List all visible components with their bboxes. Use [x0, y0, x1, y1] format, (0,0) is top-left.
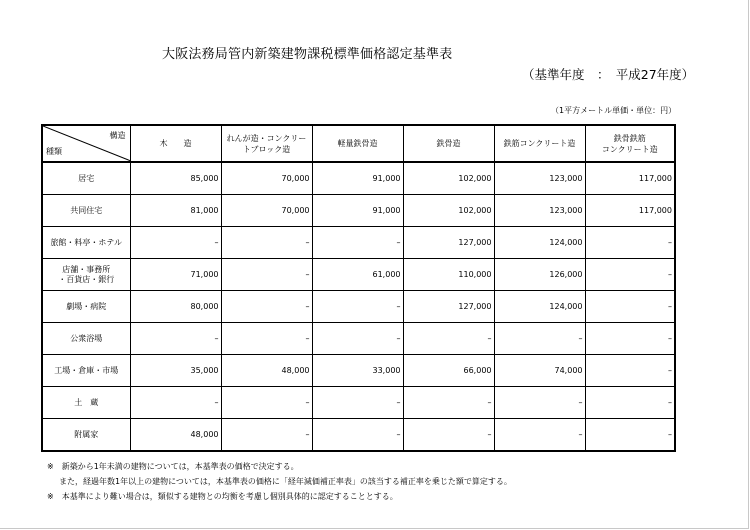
price-cell: –: [130, 387, 221, 419]
price-cell: –: [312, 387, 403, 419]
price-cell: –: [585, 259, 675, 291]
price-cell: 48,000: [221, 355, 312, 387]
price-cell: 102,000: [403, 195, 494, 227]
price-cell: 71,000: [130, 259, 221, 291]
row-label: 公衆浴場: [42, 323, 130, 355]
price-cell: –: [312, 227, 403, 259]
column-header: 軽量鉄骨造: [312, 125, 403, 162]
price-cell: –: [312, 419, 403, 452]
column-header: れんが造・コンクリー トブロック造: [221, 125, 312, 162]
price-cell: 85,000: [130, 162, 221, 195]
note-3: ※ 本基準により難い場合は，類似する建物との均衡を考慮し個別具体的に認定することとする。: [47, 492, 398, 501]
table-header-row: [42, 125, 675, 162]
table-row: [42, 259, 675, 291]
corner-structure-label: 構造: [109, 131, 126, 140]
price-cell: 35,000: [130, 355, 221, 387]
price-cell: –: [221, 419, 312, 452]
price-cell: –: [585, 291, 675, 323]
price-cell: –: [585, 355, 675, 387]
price-cell: –: [403, 323, 494, 355]
table-row: [42, 323, 675, 355]
table-row: [42, 355, 675, 387]
price-cell: –: [403, 419, 494, 452]
price-cell: 123,000: [494, 162, 585, 195]
corner-type-label: 種類: [46, 147, 62, 156]
price-cell: 70,000: [221, 162, 312, 195]
price-cell: 80,000: [130, 291, 221, 323]
price-cell: 126,000: [494, 259, 585, 291]
price-cell: –: [221, 227, 312, 259]
price-cell: –: [494, 419, 585, 452]
header-corner-cell: [42, 125, 130, 162]
row-label: 劇場・病院: [42, 291, 130, 323]
price-cell: –: [221, 291, 312, 323]
price-cell: 61,000: [312, 259, 403, 291]
price-cell: 110,000: [403, 259, 494, 291]
price-cell: 91,000: [312, 162, 403, 195]
row-label: 工場・倉庫・市場: [42, 355, 130, 387]
note-2: また，経過年数1年以上の建物については，本基準表の価格に「経年減価補正率表」の該当する補正率を乗じた額で算定する。: [59, 477, 512, 486]
row-label: 共同住宅: [42, 195, 130, 227]
price-cell: 117,000: [585, 195, 675, 227]
price-cell: –: [494, 387, 585, 419]
column-header: 鉄骨鉄筋 コンクリート造: [585, 125, 675, 162]
price-cell: 123,000: [494, 195, 585, 227]
table-row: [42, 419, 675, 452]
column-header: 鉄骨造: [403, 125, 494, 162]
price-cell: 102,000: [403, 162, 494, 195]
price-cell: –: [585, 387, 675, 419]
price-cell: 91,000: [312, 195, 403, 227]
price-cell: 74,000: [494, 355, 585, 387]
column-header: 鉄筋コンクリート造: [494, 125, 585, 162]
price-cell: –: [312, 323, 403, 355]
row-label: 附属家: [42, 419, 130, 452]
base-year: （基準年度 ： 平成27年度）: [522, 67, 695, 82]
row-label: 土 蔵: [42, 387, 130, 419]
price-cell: –: [585, 419, 675, 452]
price-cell: 127,000: [403, 291, 494, 323]
row-label: 店舗・事務所 ・百貨店・銀行: [42, 259, 130, 291]
price-cell: –: [130, 323, 221, 355]
price-cell: 124,000: [494, 291, 585, 323]
price-cell: 33,000: [312, 355, 403, 387]
price-table: [41, 124, 676, 452]
note-1: ※ 新築から1年未満の建物については，本基準表の価格で決定する。: [47, 462, 299, 471]
table-row: [42, 227, 675, 259]
price-cell: 127,000: [403, 227, 494, 259]
table-row: [42, 291, 675, 323]
document-title: 大阪法務局管内新築建物課税標準価格認定基準表: [162, 47, 453, 62]
price-cell: 124,000: [494, 227, 585, 259]
price-cell: –: [221, 259, 312, 291]
unit-note: （1平方メートル単価・単位：円）: [551, 106, 677, 115]
table-row: [42, 162, 675, 195]
price-cell: –: [585, 227, 675, 259]
price-cell: –: [130, 227, 221, 259]
price-cell: –: [403, 387, 494, 419]
price-cell: 70,000: [221, 195, 312, 227]
table-row: [42, 195, 675, 227]
price-cell: 117,000: [585, 162, 675, 195]
price-cell: 48,000: [130, 419, 221, 452]
price-cell: –: [221, 387, 312, 419]
column-header: 木 造: [130, 125, 221, 162]
price-cell: –: [494, 323, 585, 355]
price-cell: 66,000: [403, 355, 494, 387]
row-label: 旅館・料亭・ホテル: [42, 227, 130, 259]
price-cell: –: [312, 291, 403, 323]
table-row: [42, 387, 675, 419]
row-label: 居宅: [42, 162, 130, 195]
price-cell: –: [585, 323, 675, 355]
price-cell: –: [221, 323, 312, 355]
price-cell: 81,000: [130, 195, 221, 227]
